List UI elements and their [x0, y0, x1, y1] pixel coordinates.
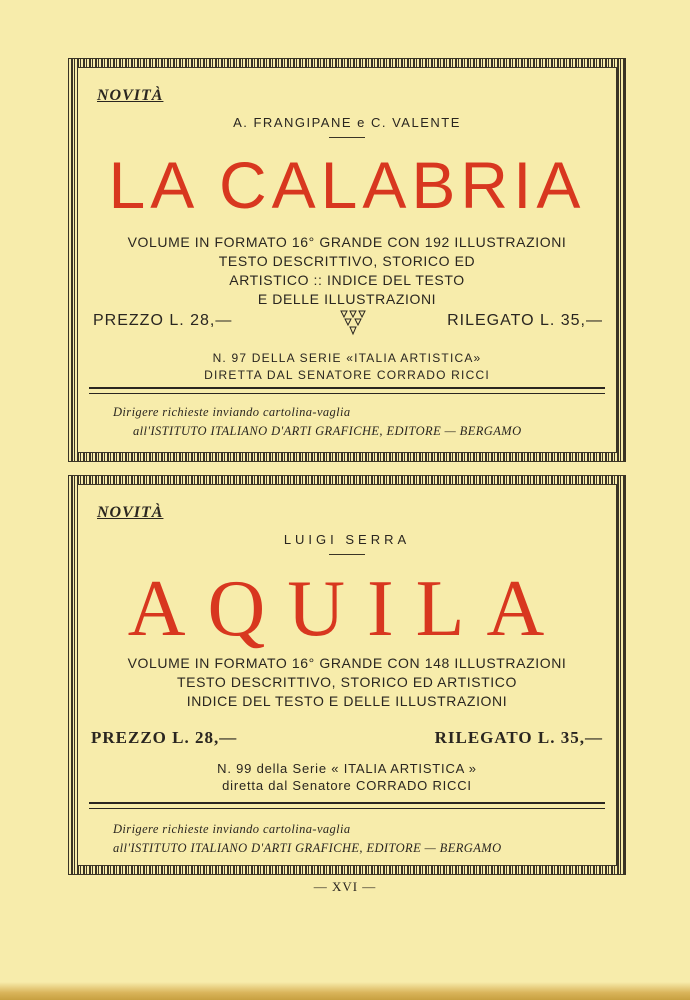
description-line: INDICE DEL TESTO E DELLE ILLUSTRAZIONI	[186, 693, 508, 709]
advertisement-aquila	[68, 475, 626, 875]
description-line: ARTISTICO :: INDICE DEL TESTO	[229, 272, 465, 288]
description	[77, 654, 617, 711]
novita-label: NOVITÀ	[97, 87, 164, 104]
series-info	[77, 350, 617, 384]
book-title: LA CALABRIA	[108, 148, 586, 222]
description-line: E DELLE ILLUSTRAZIONI	[257, 291, 437, 307]
contact-info	[113, 820, 607, 858]
page-edge	[0, 982, 690, 1000]
authors: LUIGI SERRA	[283, 532, 411, 547]
author-divider	[329, 137, 365, 138]
triangle-emblem-icon	[339, 309, 369, 337]
book-title: AQUILA	[127, 565, 567, 653]
series-line: DIRETTA DAL SENATORE CORRADO RICCI	[204, 368, 490, 382]
price: PREZZO L. 28,—	[91, 728, 238, 747]
contact-line: all'ISTITUTO ITALIANO D'ARTI GRAFICHE, EDITORE — BERGAMO	[133, 424, 522, 438]
contact-line: all'ISTITUTO ITALIANO D'ARTI GRAFICHE, EDITORE — BERGAMO	[113, 841, 502, 855]
author-divider	[329, 554, 365, 555]
description	[77, 233, 617, 309]
contact-line: Dirigere richieste inviando cartolina-vaglia	[113, 405, 351, 419]
page-number: — XVI —	[313, 879, 377, 894]
price: PREZZO L. 28,—	[93, 312, 233, 329]
advertisement-calabria	[68, 58, 626, 462]
contact-info	[113, 403, 607, 441]
description-line: VOLUME IN FORMATO 16° GRANDE CON 148 ILLUSTRAZIONI	[127, 655, 567, 671]
series-line: diretta dal Senatore CORRADO RICCI	[222, 778, 472, 793]
description-line: TESTO DESCRITTIVO, STORICO ED ARTISTICO	[177, 674, 517, 690]
description-line: VOLUME IN FORMATO 16° GRANDE CON 192 ILLUSTRAZIONI	[127, 234, 567, 250]
bound-price: RILEGATO L. 35,—	[447, 312, 603, 329]
series-line: N. 97 DELLA SERIE «ITALIA ARTISTICA»	[212, 351, 482, 365]
contact-line: Dirigere richieste inviando cartolina-vaglia	[113, 822, 351, 836]
section-divider	[89, 802, 605, 809]
series-info	[77, 760, 617, 794]
description-line: TESTO DESCRITTIVO, STORICO ED	[218, 253, 476, 269]
authors: A. FRANGIPANE e C. VALENTE	[233, 115, 461, 130]
bound-price: RILEGATO L. 35,—	[434, 728, 603, 747]
novita-label: NOVITÀ	[97, 504, 164, 521]
section-divider	[89, 387, 605, 394]
series-line: N. 99 della Serie « ITALIA ARTISTICA »	[217, 761, 477, 776]
